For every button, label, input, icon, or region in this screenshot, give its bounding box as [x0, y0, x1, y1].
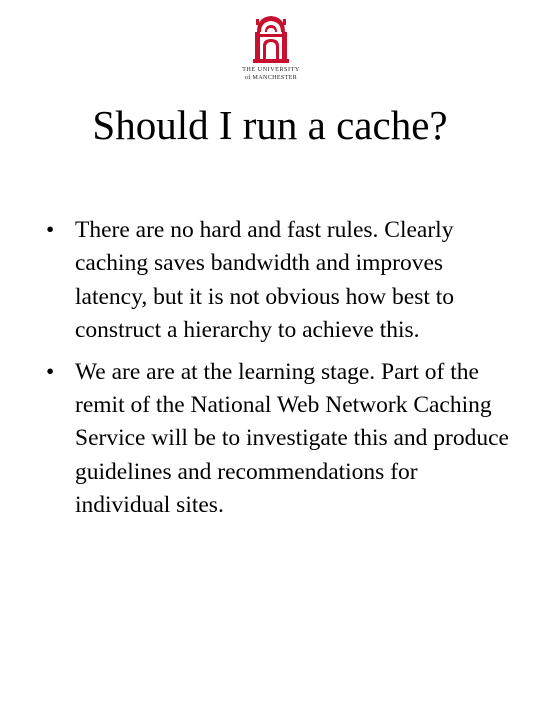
bullet-mark: •	[46, 358, 55, 385]
bullet-list	[0, 214, 540, 531]
bullet-text: There are no hard and fast rules. Clearly caching saves bandwidth and improves latency, but it is not obvious how best to construct a hierarchy to achieve this.	[75, 217, 455, 344]
slide-title: Should I run a cache?	[92, 102, 448, 148]
university-logo	[240, 14, 302, 82]
university-crest-icon	[252, 14, 290, 64]
logo-text-manchester: of MANCHESTER	[244, 75, 298, 81]
bullet-item	[0, 356, 540, 523]
logo-text-university: THE UNIVERSITY	[242, 67, 300, 73]
bullet-mark: •	[46, 217, 55, 243]
bullet-item	[0, 214, 540, 348]
bullet-text: We are are at the learning stage. Part of the remit of the National Web Network Caching Service will be to investigate this and produce guidelines and recommendations for individual sites.	[75, 358, 509, 519]
